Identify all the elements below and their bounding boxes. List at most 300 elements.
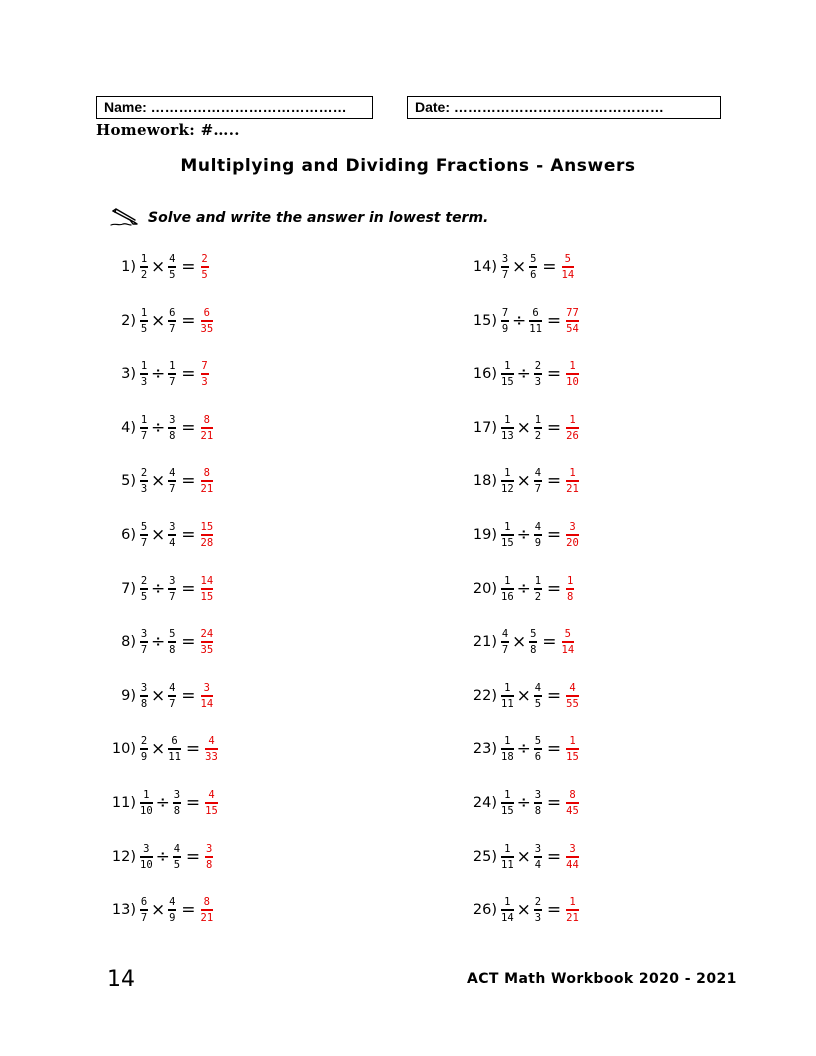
- answer-fraction-denominator: 3: [201, 375, 208, 388]
- first-fraction-denominator: 2: [140, 268, 148, 281]
- second-fraction: [167, 521, 177, 549]
- first-fraction-denominator: 5: [140, 322, 148, 335]
- second-fraction-denominator: 9: [534, 536, 542, 549]
- problem-number: 17): [472, 420, 497, 436]
- first-fraction-numerator: 1: [504, 896, 511, 909]
- second-fraction-numerator: 3: [169, 575, 176, 588]
- first-fraction-numerator: 1: [504, 682, 511, 695]
- answer-fraction: [565, 360, 580, 388]
- first-fraction-numerator: 1: [504, 843, 511, 856]
- problem-item: [105, 354, 210, 394]
- equals-sign: =: [546, 364, 562, 384]
- answer-fraction-numerator: 24: [200, 628, 214, 641]
- name-field: Name: ……………………………………: [96, 96, 373, 119]
- first-fraction-denominator: 3: [140, 482, 148, 495]
- first-fraction-denominator: 9: [501, 322, 509, 335]
- second-fraction-denominator: 7: [169, 322, 176, 335]
- first-fraction-denominator: 10: [140, 804, 153, 817]
- first-fraction: [500, 414, 515, 442]
- instruction: [110, 204, 488, 232]
- answer-fraction-numerator: 8: [203, 414, 210, 427]
- first-fraction-numerator: 1: [140, 360, 148, 373]
- second-fraction-denominator: 5: [169, 268, 176, 281]
- first-fraction-denominator: 7: [501, 268, 509, 281]
- second-fraction-denominator: 4: [169, 536, 176, 549]
- answer-fraction-denominator: 44: [566, 858, 579, 871]
- first-fraction-numerator: 7: [501, 307, 509, 320]
- answer-fraction-numerator: 1: [569, 360, 576, 373]
- answer-fraction-numerator: 77: [566, 307, 579, 320]
- problem-number: 16): [472, 366, 497, 382]
- second-fraction: [172, 843, 182, 871]
- answer-fraction-denominator: 45: [566, 804, 579, 817]
- answer-fraction: [565, 467, 580, 495]
- second-fraction: [533, 467, 543, 495]
- answer-fraction: [204, 843, 214, 871]
- second-fraction: [167, 307, 177, 335]
- equals-sign: =: [546, 793, 562, 813]
- page-title: Multiplying and Dividing Fractions - Answers: [180, 156, 636, 176]
- problem-item: [105, 890, 214, 930]
- multiply-operator: ×: [151, 900, 166, 920]
- second-fraction-denominator: 8: [534, 804, 542, 817]
- second-fraction-numerator: 4: [169, 896, 176, 909]
- answer-fraction-numerator: 5: [564, 628, 571, 641]
- problem-number: 21): [472, 634, 497, 650]
- answer-fraction-numerator: 1: [569, 896, 576, 909]
- first-fraction: [139, 521, 149, 549]
- answer-fraction-denominator: 14: [561, 643, 575, 656]
- divide-operator: ÷: [151, 632, 166, 652]
- answer-fraction: [565, 521, 580, 549]
- problem-number: 8): [121, 634, 136, 650]
- first-fraction: [500, 253, 510, 281]
- problem-item: [105, 408, 214, 448]
- answer-fraction-numerator: 14: [200, 575, 214, 588]
- first-fraction-denominator: 18: [501, 750, 514, 763]
- multiply-operator: ×: [516, 471, 531, 491]
- answer-fraction-numerator: 15: [200, 521, 214, 534]
- answer-fraction-numerator: 3: [203, 682, 210, 695]
- problem-number: 6): [121, 527, 136, 543]
- first-fraction-denominator: 15: [501, 804, 514, 817]
- answer-fraction-denominator: 28: [200, 536, 214, 549]
- problem-item: [105, 783, 219, 823]
- problem-number: 18): [472, 473, 497, 489]
- answer-fraction-numerator: 8: [569, 789, 576, 802]
- second-fraction: [528, 307, 543, 335]
- date-field: Date: ………………………………………: [407, 96, 721, 119]
- equals-sign: =: [181, 471, 196, 491]
- multiply-operator: ×: [151, 739, 166, 759]
- problem-item: [105, 837, 214, 877]
- problem-item: [456, 515, 580, 555]
- first-fraction-denominator: 16: [501, 590, 514, 603]
- divide-operator: ÷: [516, 579, 531, 599]
- equals-sign: =: [542, 257, 557, 277]
- first-fraction: [139, 628, 149, 656]
- answer-fraction-denominator: 21: [566, 482, 579, 495]
- answer-fraction-numerator: 7: [201, 360, 208, 373]
- answer-fraction-numerator: 2: [201, 253, 208, 266]
- second-fraction-denominator: 9: [169, 911, 176, 924]
- second-fraction-numerator: 5: [169, 628, 176, 641]
- second-fraction-denominator: 5: [534, 697, 542, 710]
- first-fraction: [139, 360, 149, 388]
- answer-fraction-denominator: 55: [566, 697, 579, 710]
- second-fraction-numerator: 3: [173, 789, 181, 802]
- second-fraction-denominator: 8: [173, 804, 181, 817]
- answer-fraction-numerator: 5: [564, 253, 571, 266]
- answer-fraction-numerator: 1: [566, 575, 574, 588]
- first-fraction-denominator: 15: [501, 536, 514, 549]
- second-fraction-denominator: 5: [173, 858, 181, 871]
- divide-operator: ÷: [516, 364, 531, 384]
- problem-number: 11): [111, 795, 136, 811]
- problem-item: [456, 890, 580, 930]
- answer-fraction: [565, 735, 580, 763]
- first-fraction-numerator: 1: [504, 467, 511, 480]
- divide-operator: ÷: [516, 793, 531, 813]
- first-fraction-denominator: 15: [501, 375, 514, 388]
- second-fraction: [533, 521, 543, 549]
- problem-number: 15): [472, 313, 497, 329]
- second-fraction: [533, 360, 543, 388]
- second-fraction-denominator: 11: [529, 322, 542, 335]
- answer-fraction: [565, 896, 580, 924]
- second-fraction: [167, 896, 177, 924]
- divide-operator: ÷: [516, 525, 531, 545]
- answer-fraction-denominator: 15: [566, 750, 579, 763]
- first-fraction-numerator: 2: [140, 467, 148, 480]
- second-fraction-denominator: 7: [534, 482, 542, 495]
- second-fraction: [528, 253, 538, 281]
- first-fraction-denominator: 11: [501, 697, 514, 710]
- first-fraction-numerator: 6: [140, 896, 148, 909]
- divide-operator: ÷: [155, 793, 170, 813]
- first-fraction-numerator: 2: [140, 575, 148, 588]
- second-fraction-numerator: 6: [532, 307, 539, 320]
- first-fraction: [500, 307, 510, 335]
- answer-fraction-denominator: 21: [200, 482, 214, 495]
- first-fraction-numerator: 1: [504, 789, 511, 802]
- second-fraction-numerator: 1: [169, 360, 176, 373]
- equals-sign: =: [546, 418, 562, 438]
- problem-number: 9): [121, 688, 136, 704]
- problem-item: [456, 729, 580, 769]
- first-fraction-numerator: 3: [143, 843, 150, 856]
- answer-fraction-denominator: 26: [566, 429, 579, 442]
- problem-number: 19): [472, 527, 497, 543]
- first-fraction-denominator: 3: [140, 375, 148, 388]
- second-fraction: [167, 575, 177, 603]
- second-fraction: [167, 253, 177, 281]
- answer-fraction: [565, 843, 580, 871]
- second-fraction: [167, 735, 182, 763]
- equals-sign: =: [181, 632, 196, 652]
- divide-operator: ÷: [151, 418, 166, 438]
- homework-label: Homework: #…..: [96, 121, 240, 139]
- answer-fraction-denominator: 8: [205, 858, 213, 871]
- answer-fraction-numerator: 4: [208, 735, 215, 748]
- second-fraction: [167, 682, 177, 710]
- answer-fraction-numerator: 8: [203, 896, 210, 909]
- second-fraction-numerator: 5: [530, 253, 537, 266]
- divide-operator: ÷: [516, 739, 531, 759]
- first-fraction-denominator: 9: [140, 750, 148, 763]
- answer-fraction: [561, 628, 576, 656]
- answer-fraction-numerator: 3: [569, 521, 576, 534]
- second-fraction: [172, 789, 182, 817]
- second-fraction-numerator: 4: [169, 467, 176, 480]
- problem-item: [105, 247, 210, 287]
- answer-fraction-numerator: 1: [569, 414, 576, 427]
- multiply-operator: ×: [512, 632, 527, 652]
- book-title: ACT Math Workbook 2020 - 2021: [467, 971, 737, 987]
- second-fraction-numerator: 2: [534, 896, 542, 909]
- answer-fraction: [204, 735, 219, 763]
- problem-item: [456, 569, 575, 609]
- answer-fraction: [200, 253, 210, 281]
- answer-fraction-denominator: 8: [566, 590, 574, 603]
- second-fraction-denominator: 2: [534, 590, 542, 603]
- answer-fraction: [204, 789, 219, 817]
- answer-fraction: [565, 307, 580, 335]
- first-fraction-denominator: 12: [501, 482, 514, 495]
- answer-fraction: [200, 360, 210, 388]
- first-fraction-denominator: 7: [140, 429, 148, 442]
- first-fraction-denominator: 7: [140, 911, 148, 924]
- second-fraction-denominator: 6: [530, 268, 537, 281]
- second-fraction: [167, 360, 177, 388]
- first-fraction: [500, 843, 515, 871]
- multiply-operator: ×: [516, 847, 531, 867]
- problem-number: 7): [121, 581, 136, 597]
- first-fraction-numerator: 1: [504, 414, 511, 427]
- second-fraction-numerator: 3: [169, 414, 176, 427]
- first-fraction-denominator: 14: [501, 911, 514, 924]
- multiply-operator: ×: [151, 311, 166, 331]
- second-fraction-numerator: 3: [169, 521, 176, 534]
- problem-number: 23): [472, 741, 497, 757]
- first-fraction: [139, 467, 149, 495]
- equals-sign: =: [542, 632, 557, 652]
- second-fraction: [167, 414, 177, 442]
- equals-sign: =: [546, 686, 562, 706]
- problem-number: 22): [472, 688, 497, 704]
- problem-item: [105, 301, 214, 341]
- answer-fraction-denominator: 21: [200, 911, 214, 924]
- answer-fraction-denominator: 20: [566, 536, 579, 549]
- problem-number: 5): [121, 473, 136, 489]
- multiply-operator: ×: [151, 686, 166, 706]
- problem-item: [105, 515, 214, 555]
- problem-item: [456, 676, 580, 716]
- problem-item: [456, 622, 575, 662]
- problem-item: [456, 247, 575, 287]
- first-fraction: [500, 360, 515, 388]
- first-fraction: [500, 789, 515, 817]
- second-fraction-denominator: 7: [169, 375, 176, 388]
- second-fraction-numerator: 5: [530, 628, 537, 641]
- first-fraction-numerator: 1: [140, 414, 148, 427]
- divide-operator: ÷: [512, 311, 527, 331]
- problem-item: [105, 676, 214, 716]
- pencil-icon: [110, 205, 140, 231]
- second-fraction-numerator: 6: [171, 735, 178, 748]
- first-fraction: [500, 735, 515, 763]
- second-fraction: [533, 575, 543, 603]
- equals-sign: =: [181, 579, 196, 599]
- answer-fraction-numerator: 1: [569, 735, 576, 748]
- equals-sign: =: [546, 847, 562, 867]
- equals-sign: =: [546, 739, 562, 759]
- divide-operator: ÷: [151, 579, 166, 599]
- second-fraction: [533, 735, 543, 763]
- second-fraction-numerator: 4: [534, 521, 542, 534]
- multiply-operator: ×: [512, 257, 527, 277]
- first-fraction-numerator: 2: [140, 735, 148, 748]
- problem-item: [105, 461, 214, 501]
- answer-fraction-denominator: 21: [566, 911, 579, 924]
- second-fraction: [533, 843, 543, 871]
- first-fraction-numerator: 4: [501, 628, 509, 641]
- problem-item: [456, 837, 580, 877]
- answer-fraction: [200, 628, 215, 656]
- first-fraction-denominator: 13: [501, 429, 514, 442]
- second-fraction-denominator: 7: [169, 590, 176, 603]
- instruction-text: Solve and write the answer in lowest term.: [148, 210, 489, 226]
- second-fraction-numerator: 3: [534, 843, 542, 856]
- first-fraction-numerator: 5: [140, 521, 148, 534]
- multiply-operator: ×: [516, 418, 531, 438]
- answer-fraction: [561, 253, 576, 281]
- first-fraction: [139, 896, 149, 924]
- first-fraction-denominator: 7: [140, 643, 148, 656]
- multiply-operator: ×: [516, 900, 531, 920]
- problem-item: [105, 622, 214, 662]
- second-fraction-numerator: 2: [534, 360, 542, 373]
- second-fraction-numerator: 4: [169, 253, 176, 266]
- first-fraction: [139, 735, 149, 763]
- answer-fraction-denominator: 14: [200, 697, 214, 710]
- problem-number: 2): [121, 313, 136, 329]
- second-fraction: [528, 628, 538, 656]
- answer-fraction-numerator: 3: [569, 843, 576, 856]
- first-fraction-denominator: 5: [140, 590, 148, 603]
- second-fraction-denominator: 3: [534, 911, 542, 924]
- answer-fraction: [200, 521, 215, 549]
- answer-fraction-numerator: 3: [205, 843, 213, 856]
- first-fraction: [500, 521, 515, 549]
- second-fraction-numerator: 4: [173, 843, 181, 856]
- equals-sign: =: [181, 418, 196, 438]
- problem-number: 24): [472, 795, 497, 811]
- second-fraction: [533, 896, 543, 924]
- equals-sign: =: [181, 364, 196, 384]
- answer-fraction: [565, 414, 580, 442]
- first-fraction: [500, 628, 510, 656]
- equals-sign: =: [546, 311, 562, 331]
- answer-fraction-numerator: 4: [208, 789, 215, 802]
- first-fraction-numerator: 1: [140, 307, 148, 320]
- equals-sign: =: [181, 257, 196, 277]
- first-fraction-numerator: 1: [504, 575, 511, 588]
- first-fraction: [139, 253, 149, 281]
- problem-item: [456, 408, 580, 448]
- second-fraction: [533, 789, 543, 817]
- second-fraction-numerator: 1: [534, 575, 542, 588]
- first-fraction-numerator: 1: [143, 789, 150, 802]
- equals-sign: =: [181, 525, 196, 545]
- answer-fraction: [200, 682, 215, 710]
- divide-operator: ÷: [155, 847, 170, 867]
- answer-fraction-denominator: 15: [200, 590, 214, 603]
- answer-fraction: [200, 414, 215, 442]
- problem-number: 3): [121, 366, 136, 382]
- answer-fraction: [200, 307, 215, 335]
- first-fraction-denominator: 10: [140, 858, 153, 871]
- first-fraction-numerator: 3: [140, 682, 148, 695]
- problem-item: [456, 461, 580, 501]
- answer-fraction-numerator: 1: [569, 467, 576, 480]
- answer-fraction-denominator: 35: [200, 322, 214, 335]
- second-fraction-denominator: 7: [169, 482, 176, 495]
- divide-operator: ÷: [151, 364, 166, 384]
- answer-fraction-denominator: 15: [205, 804, 218, 817]
- second-fraction: [167, 628, 177, 656]
- equals-sign: =: [546, 471, 562, 491]
- second-fraction-numerator: 4: [169, 682, 176, 695]
- second-fraction-denominator: 11: [168, 750, 181, 763]
- multiply-operator: ×: [151, 257, 166, 277]
- second-fraction-denominator: 7: [169, 697, 176, 710]
- first-fraction: [500, 896, 515, 924]
- answer-fraction: [200, 575, 215, 603]
- second-fraction-denominator: 8: [169, 643, 176, 656]
- multiply-operator: ×: [516, 686, 531, 706]
- equals-sign: =: [181, 311, 196, 331]
- multiply-operator: ×: [151, 471, 166, 491]
- answer-fraction-numerator: 6: [203, 307, 210, 320]
- problem-number: 14): [472, 259, 497, 275]
- problem-number: 25): [472, 849, 497, 865]
- second-fraction-denominator: 8: [530, 643, 537, 656]
- answer-fraction: [200, 467, 215, 495]
- first-fraction: [500, 575, 515, 603]
- equals-sign: =: [546, 900, 562, 920]
- equals-sign: =: [185, 847, 201, 867]
- second-fraction-denominator: 2: [534, 429, 542, 442]
- second-fraction-numerator: 4: [534, 682, 542, 695]
- problem-item: [456, 354, 580, 394]
- problem-item: [105, 729, 219, 769]
- answer-fraction-denominator: 21: [200, 429, 214, 442]
- answer-fraction: [565, 789, 580, 817]
- first-fraction: [139, 789, 154, 817]
- equals-sign: =: [546, 579, 562, 599]
- first-fraction: [139, 307, 149, 335]
- first-fraction: [139, 843, 154, 871]
- problem-number: 26): [472, 902, 497, 918]
- answer-fraction: [565, 575, 575, 603]
- equals-sign: =: [185, 739, 201, 759]
- equals-sign: =: [181, 900, 196, 920]
- answer-fraction-denominator: 54: [566, 322, 579, 335]
- first-fraction-numerator: 1: [504, 735, 511, 748]
- problem-number: 12): [111, 849, 136, 865]
- problem-number: 20): [472, 581, 497, 597]
